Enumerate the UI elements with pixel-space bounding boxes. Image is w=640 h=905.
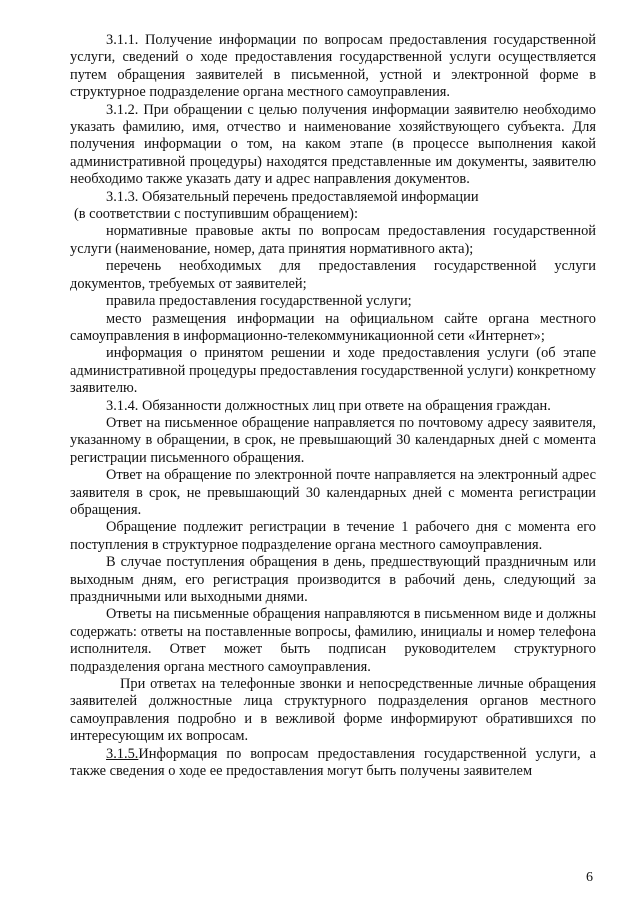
list-item-rules: правила предоставления государственной услуги; <box>106 293 412 310</box>
list-item-decision-info: информация о принятом решении и ходе предоставления услуги (об этапе административной процедуры предоставления государственной услуги) конкретному заявителю. <box>70 345 596 397</box>
paragraph-3-1-2: 3.1.2. При обращении с целью получения информации заявителю необходимо указать фамилию, имя, отчество и наименование хозяйствующего субъекта. Для получения информации о том, на каком этапе (в процессе выполнения какой административной процедуры) находятся представленные им документы, заявителю необходимо также указать дату и адрес направления документов. <box>70 101 596 188</box>
paragraph-3-1-5 <box>70 746 596 781</box>
paragraph-3-1-3: 3.1.3. Обязательный перечень предоставляемой информации <box>106 188 479 205</box>
paragraph-3-1-1: 3.1.1. Получение информации по вопросам предоставления государственной услуги, сведений о ходе предоставления государственной услуги осуществляется путем обращения заявителей в письменной, устной и электронной форме в структурное подразделение органа местного самоуправления. <box>70 32 596 101</box>
list-item-normative-acts: нормативные правовые акты по вопросам предоставления государственной услуги (наименование, номер, дата принятия нормативного акта); <box>70 223 596 257</box>
paragraph-holiday-registration: В случае поступления обращения в день, предшествующий праздничным или выходным дням, его регистрация производится в рабочий день, следующий за праздничными или выходными днями. <box>70 554 596 605</box>
list-item-website: место размещения информации на официальном сайте органа местного самоуправления в информационно-телекоммуникационной сети «Интернет»; <box>70 310 596 344</box>
paragraph-3-1-4: 3.1.4. Обязанности должностных лиц при ответе на обращения граждан. <box>106 397 551 414</box>
page-number: 6 <box>586 870 593 885</box>
document-body <box>70 32 596 780</box>
paragraph-3-1-5-text: Информация по вопросам предоставления государственной услуги, а также сведения о ходе ее предоставления могут быть получены заявителем <box>70 745 596 780</box>
paragraph-phone-answers: При ответах на телефонные звонки и непосредственные личные обращения заявителей должностные лица структурного подразделения органов местного самоуправления подробно и в вежливой форме информируют обратившихся по интересующим их вопросам. <box>70 676 596 745</box>
paragraph-written-answers: Ответы на письменные обращения направляются в письменном виде и должны содержать: ответы на поставленные вопросы, фамилию, инициалы и номер телефона исполнителя. Ответ может быть подписан руководителем структурного подразделения органа местного самоуправления. <box>70 606 596 675</box>
paragraph-written-reply: Ответ на письменное обращение направляется по почтовому адресу заявителя, указанному в обращении, в срок, не превышающий 30 календарных дней с момента регистрации письменного обращения. <box>70 414 596 466</box>
list-item-documents: перечень необходимых для предоставления государственной услуги документов, требуемых от заявителей; <box>70 258 596 292</box>
paragraph-registration: Обращение подлежит регистрации в течение 1 рабочего дня с момента его поступления в структурное подразделение органа местного самоуправления. <box>70 519 596 553</box>
paragraph-3-1-5-number: 3.1.5. <box>106 745 139 762</box>
paragraph-email-reply: Ответ на обращение по электронной почте направляется на электронный адрес заявителя в срок, не превышающий 30 календарных дней с момента регистрации обращения. <box>70 467 596 518</box>
paragraph-3-1-3-note: (в соответствии с поступившим обращением): <box>74 206 358 223</box>
